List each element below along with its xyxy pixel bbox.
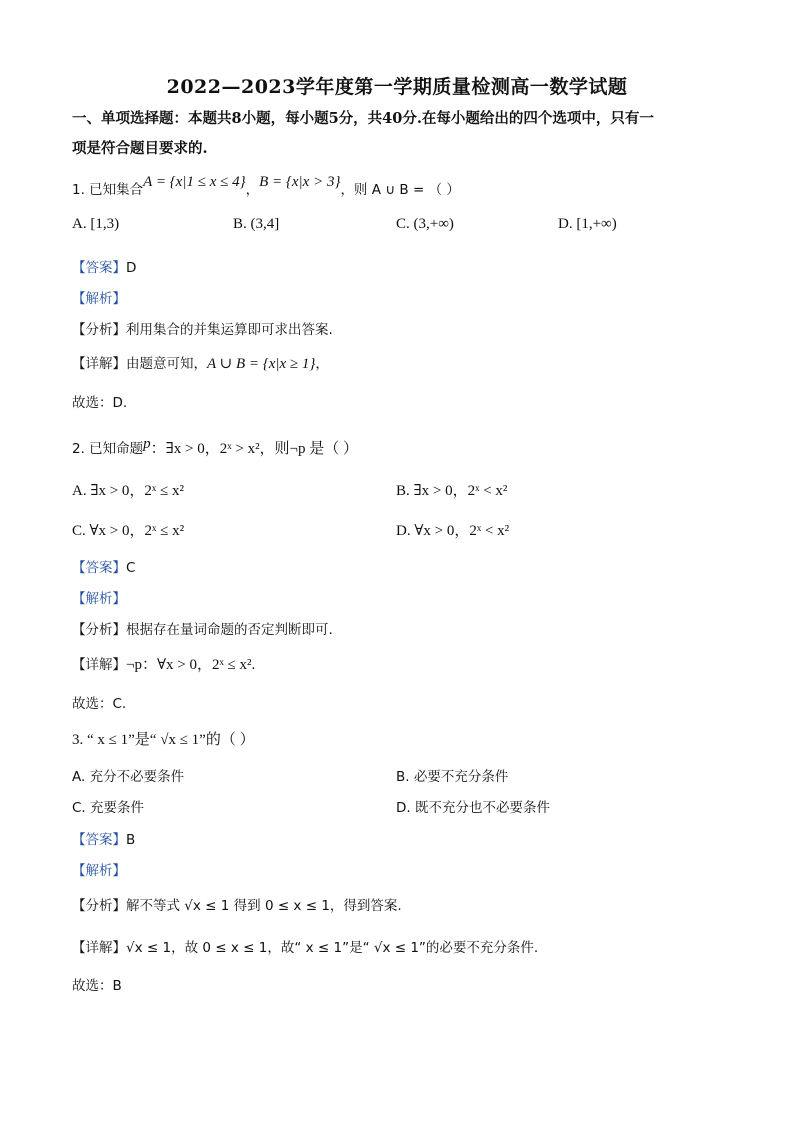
q1-prefix: 1. 已知集合 bbox=[72, 182, 144, 198]
q2-prefix: 2. 已知命题 bbox=[72, 441, 144, 457]
q1-xiangjie-end: ， bbox=[315, 356, 329, 372]
q2-option-d: D. ∀x > 0，2ˣ < x² bbox=[396, 523, 510, 539]
q1-xiangjie bbox=[72, 352, 329, 373]
q3-xiangjie bbox=[72, 936, 538, 956]
q2-answer bbox=[72, 556, 135, 576]
q2-fenxi bbox=[72, 618, 333, 638]
fenxi-label: 【分析】 bbox=[72, 898, 126, 914]
xiangjie-label: 【详解】 bbox=[72, 657, 126, 673]
question-3-stem: 3. “ x ≤ 1”是“ √x ≤ 1”的（ ） bbox=[72, 732, 255, 748]
q2-answer-value: C bbox=[126, 560, 136, 576]
q1-set-a: A = {x|1 ≤ x ≤ 4} bbox=[143, 174, 246, 190]
answer-label: 【答案】 bbox=[72, 832, 126, 848]
q2-choose: 故选：C. bbox=[72, 696, 127, 712]
section-heading-line2: 项是符合题目要求的. bbox=[72, 140, 208, 157]
q3-option-a: A. 充分不必要条件 bbox=[72, 769, 185, 785]
q1-fenxi bbox=[72, 318, 333, 338]
q1-set-b: B = {x|x > 3} bbox=[259, 174, 341, 190]
q1-fenxi-text: 利用集合的并集运算即可求出答案. bbox=[126, 322, 333, 338]
q3-fenxi-text: 解不等式 √x ≤ 1 得到 0 ≤ x ≤ 1，得到答案. bbox=[126, 898, 402, 914]
q1-answer bbox=[72, 256, 136, 276]
fenxi-label: 【分析】 bbox=[72, 622, 126, 638]
q2-option-a: A. ∃x > 0，2ˣ ≤ x² bbox=[72, 483, 184, 499]
q3-option-d: D. 既不充分也不必要条件 bbox=[396, 800, 550, 816]
q2-xiangjie bbox=[72, 653, 255, 674]
q3-option-c: C. 充要条件 bbox=[72, 800, 145, 816]
q2-xiangjie-text: ¬p：∀x > 0，2ˣ ≤ x². bbox=[126, 657, 256, 673]
q3-answer-value: B bbox=[126, 832, 136, 848]
q1-option-a: A. [1,3) bbox=[72, 216, 120, 232]
q3-option-b: B. 必要不充分条件 bbox=[396, 769, 509, 785]
page-title: 2022—2023学年度第一学期质量检测高一数学试题 bbox=[166, 76, 628, 98]
q1-xiangjie-text: 由题意可知， bbox=[126, 356, 207, 372]
q1-answer-value: D bbox=[126, 260, 137, 276]
q1-xiangjie-math: A ∪ B = {x|x ≥ 1} bbox=[207, 356, 316, 372]
q1-ask: ，则 A ∪ B = （ ） bbox=[340, 182, 460, 198]
fenxi-label: 【分析】 bbox=[72, 322, 126, 338]
answer-label: 【答案】 bbox=[72, 560, 126, 576]
q1-option-c: C. (3,+∞) bbox=[396, 216, 454, 232]
answer-label: 【答案】 bbox=[72, 260, 126, 276]
q3-xiangjie-text: √x ≤ 1，故 0 ≤ x ≤ 1，故“ x ≤ 1”是“ √x ≤ 1”的必要不充分条件. bbox=[126, 940, 539, 956]
section-heading-line1: 一、单项选择题：本题共8小题，每小题5分，共40分.在每小题给出的四个选项中，只有一 bbox=[72, 110, 654, 127]
q2-option-b: B. ∃x > 0，2ˣ < x² bbox=[396, 483, 508, 499]
q1-sep: ， bbox=[245, 182, 260, 198]
q1-choose: 故选：D. bbox=[72, 395, 128, 411]
q2-body: ：∃x > 0，2ˣ > x²，则¬p 是（ ） bbox=[150, 441, 359, 457]
q2-option-c: C. ∀x > 0，2ˣ ≤ x² bbox=[72, 523, 185, 539]
q2-analysis-label: 【解析】 bbox=[72, 591, 126, 607]
q1-analysis-label: 【解析】 bbox=[72, 291, 126, 307]
section-heading bbox=[72, 104, 732, 164]
xiangjie-label: 【详解】 bbox=[72, 940, 126, 956]
q3-fenxi bbox=[72, 894, 402, 914]
xiangjie-label: 【详解】 bbox=[72, 356, 126, 372]
q2-fenxi-text: 根据存在量词命题的否定判断即可. bbox=[126, 622, 333, 638]
question-1-stem bbox=[72, 174, 460, 199]
q3-analysis-label: 【解析】 bbox=[72, 863, 126, 879]
q1-option-b: B. (3,4] bbox=[233, 216, 280, 232]
question-2-stem bbox=[72, 437, 358, 458]
q3-answer bbox=[72, 828, 135, 848]
q3-choose: 故选：B bbox=[72, 978, 122, 994]
q1-option-d: D. [1,+∞) bbox=[558, 216, 617, 232]
q2-p: p bbox=[143, 436, 151, 452]
